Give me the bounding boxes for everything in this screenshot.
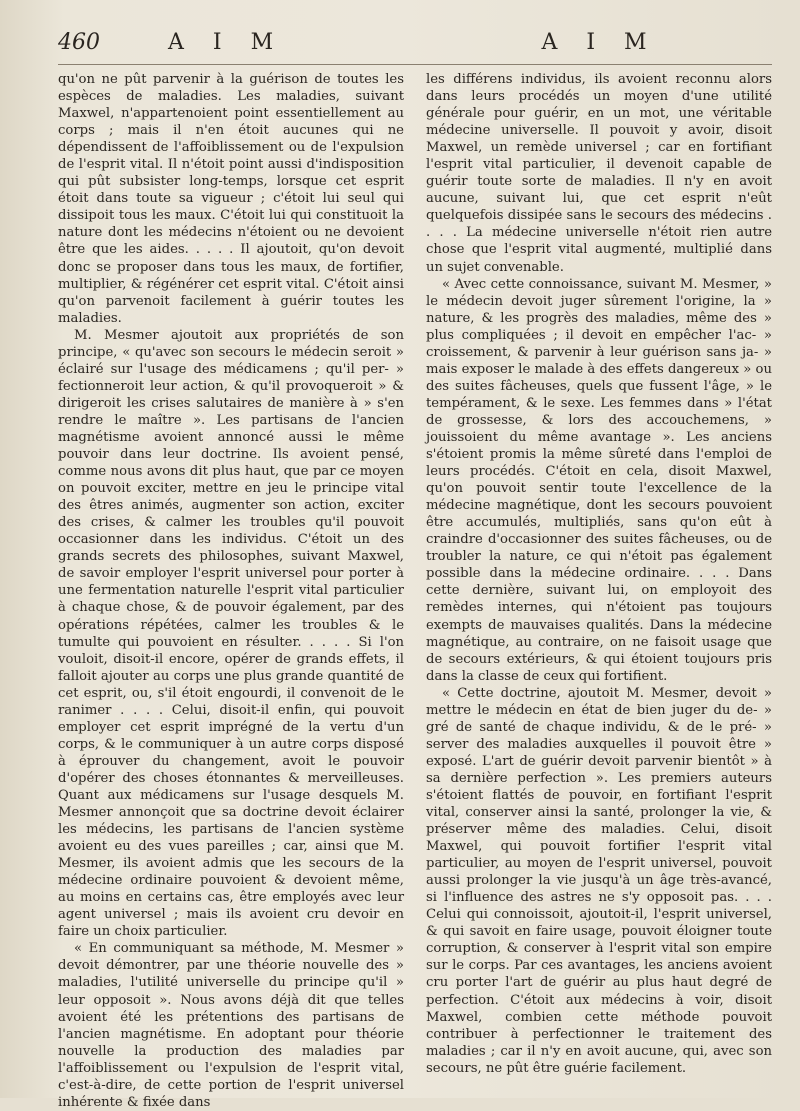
running-title-left: A I M [168,30,285,55]
right-column [426,71,772,1111]
paragraph: « Cette doctrine, ajoutoit M. Mesmer, devoit » mettre le médecin en état de bien juger du de- » gré de santé de chaque individu, & de le pré- » server des maladies auxquelles il pouvoit être » exposé. L'art de guérir devoit parvenir bientôt » à sa dernière perfection ». Les premiers auteurs s'étoient flattés de pouvoir, en fortifiant l'esprit vital, conserver ainsi la santé, prolonger la vie, & préserver même des maladies. Celui, disoit Maxwel, qui pouvoit fortifier l'esprit vital particulier, au moyen de l'esprit universel, pouvoit aussi prolonger la vie jusqu'à un âge très-avancé, si l'influence des astres ne s'y opposoit pas. . . . Celui qui connoissoit, ajoutoit-il, l'esprit universel, & qui savoit en faire usage, pouvoit éloigner toute corruption, & conserver à l'esprit vital son empire sur le corps. Par ces avantages, les anciens avoient cru porter l'art de guérir au plus haut degré de perfection. C'étoit aux médecins à voir, disoit Maxwel, combien cette méthode pouvoit contribuer à perfectionner le traitement des maladies ; car il n'y en avoit aucune, qui, avec son secours, ne pût être guérie facilement. [426,685,772,1076]
paragraph: « Avec cette connoissance, suivant M. Mesmer, » le médecin devoit juger sûrement l'origine, la » nature, & les progrès des maladies, même des » plus compliquées ; il devoit en empêcher l'ac- » croissement, & parvenir à leur guérison sans ja- » mais exposer le malade à des effets dangereux » ou des suites fâcheuses, quels que fussent l'âge, » le tempérament, & le sexe. Les femmes dans » l'état de grossesse, & lors des accouchemens, » jouissoient du même avantage ». Les anciens s'étoient promis la même sûreté dans l'emploi de leurs procédés. C'étoit en cela, disoit Maxwel, qu'on pouvoit sentir toute l'excellence de la médecine magnétique, dont les secours pouvoient être accumulés, multipliés, sans qu'on eût à craindre d'occasionner des suites fâcheuses, ou de troubler la nature, ce qui n'étoit pas également possible dans la médecine ordinaire. . . . Dans cette dernière, suivant lui, on employoit des remèdes internes, qui n'étoient pas toujours exempts de mauvaises qualités. Dans la médecine magnétique, au contraire, on ne faisoit usage que de secours extérieurs, & qui étoient toujours pris dans la classe de ceux qui fortifient. [426,276,772,684]
running-header [58,30,772,65]
paragraph: « En communiquant sa méthode, M. Mesmer » devoit démontrer, par une théorie nouvelle des » maladies, l'utilité universelle du principe qu'il » leur opposoit ». Nous avons déjà dit que telles avoient été les prétentions des partisans de l'ancien magnétisme. En adoptant pour théorie nouvelle la production des maladies par l'affoiblissement ou l'expulsion de l'esprit vital, c'est-à-dire, de cette portion de l'esprit universel inhérente & fixée dans [58,941,404,1110]
paragraph: les différens individus, ils avoient reconnu alors dans leurs procédés un moyen d'une utilité générale pour guérir, en un mot, une véritable médecine universelle. Il pouvoit y avoir, disoit Maxwel, un remède universel ; car en fortifiant l'esprit vital particulier, il devenoit capable de guérir toute sorte de maladies. Il n'y en avoit aucune, suivant lui, que cet esprit n'eût quelquefois dissipée sans le secours des médecins . . . . La médecine universelle n'étoit rien autre chose que l'esprit vital augmenté, multiplié dans un sujet convenable. [426,72,772,275]
running-title-right: A I M [541,30,658,55]
text-columns [58,71,772,1111]
paragraph: M. Mesmer ajoutoit aux propriétés de son principe, « qu'avec son secours le médecin seroit » éclairé sur l'usage des médicamens ; qu'il per- » fectionneroit leur action, & qu'il provoqueroit » & dirigeroit les crises salutaires de manière à » s'en rendre le maître ». Les partisans de l'ancien magnétisme avoient annoncé aussi le même pouvoir dans leur doctrine. Ils avoient pensé, comme nous avons dit plus haut, que par ce moyen on pouvoit exciter, mettre en jeu le principe vital des êtres animés, augmenter son action, exciter des crises, & calmer les troubles qu'il pouvoit occasionner dans les individus. C'étoit un des grands secrets des philosophes, suivant Maxwel, de savoir employer l'esprit universel pour porter à une fermentation naturelle l'esprit vital particulier à chaque chose, & de pouvoir également, par des opérations répétées, calmer les troubles & le tumulte qui pouvoient en résulter. . . . . Si l'on vouloit, disoit-il encore, opérer de grands effets, il falloit ajouter au corps une plus grande quantité de cet esprit, ou, s'il étoit engourdi, il convenoit de le ranimer . . . . Celui, disoit-il enfin, qui pouvoit employer cet esprit imprégné de la vertu d'un corps, & le communiquer à un autre corps disposé à éprouver du changement, avoit le pouvoir d'opérer des choses étonnantes & merveilleuses. Quant aux médicamens sur l'usage desquels M. Mesmer annonçoit que sa doctrine devoit éclairer les médecins, les partisans de l'ancien système avoient eu des vues pareilles ; car, ainsi que M. Mesmer, ils avoient admis que les secours de la médecine ordinaire pouvoient & devoient même, au moins en certains cas, être employés avec leur agent universel ; mais ils avoient cru devoir en faire un choix particulier. [58,327,404,940]
header-left [58,30,403,55]
left-column [58,71,404,1111]
paragraph: qu'on ne pût parvenir à la guérison de toutes les espèces de maladies. Les maladies, suivant Maxwel, n'appartenoient point essentiellement au corps ; mais il n'en étoit aucunes qui ne dépendissent de l'affoiblissement ou de l'expulsion de l'esprit vital. Il n'étoit point aussi d'indisposition qui pût subsister long-temps, lorsque cet esprit étoit dans toute sa vigueur ; c'étoit lui seul qui dissipoit tous les maux. C'étoit lui qui constituoit la nature dont les médecins n'étoient ou ne devoient être que les aides. . . . . Il ajoutoit, qu'on devoit donc se proposer dans tous les maux, de fortifier, multiplier, & régénérer cet esprit vital. C'étoit ainsi qu'on parvenoit facilement à guérir toutes les maladies. [58,72,404,326]
header-right [427,30,772,55]
page-number: 460 [58,30,100,55]
